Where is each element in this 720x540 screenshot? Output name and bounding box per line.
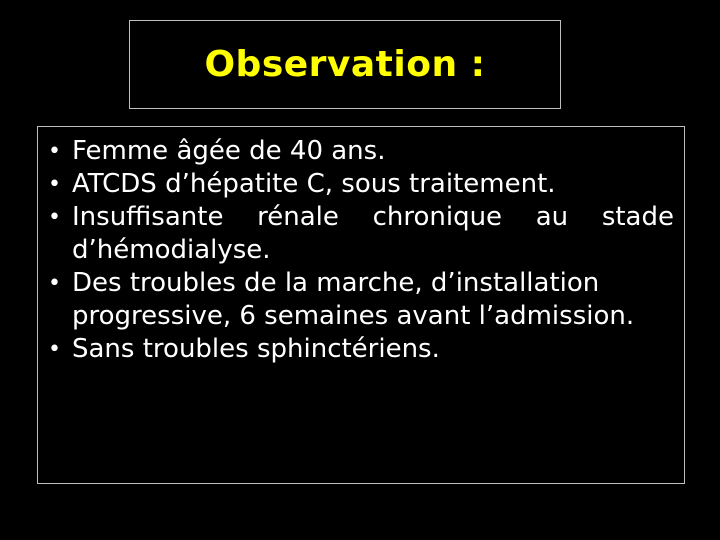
list-item bbox=[48, 201, 674, 267]
bullet-text: ATCDS d’hépatite C, sous traitement. bbox=[72, 169, 556, 199]
bullet-text: Sans troubles sphinctériens. bbox=[72, 334, 440, 364]
bullet-dot-icon: • bbox=[48, 172, 61, 197]
bullet-dot-icon: • bbox=[48, 337, 61, 362]
bullet-text: Femme âgée de 40 ans. bbox=[72, 136, 386, 166]
slide-title-box bbox=[129, 20, 561, 109]
slide-title: Observation : bbox=[204, 44, 486, 85]
list-item bbox=[48, 168, 674, 201]
bullet-text: Insuffisante rénale chronique au stade d’hémodialyse. bbox=[72, 202, 674, 265]
bullet-text: Des troubles de la marche, d’installation progressive, 6 semaines avant l’admission. bbox=[72, 268, 635, 331]
bullet-list bbox=[38, 127, 684, 366]
slide-content-box bbox=[37, 126, 685, 484]
bullet-dot-icon: • bbox=[48, 139, 61, 164]
list-item bbox=[48, 135, 674, 168]
bullet-dot-icon: • bbox=[48, 205, 61, 230]
list-item bbox=[48, 267, 674, 333]
list-item bbox=[48, 333, 674, 366]
bullet-dot-icon: • bbox=[48, 271, 61, 296]
